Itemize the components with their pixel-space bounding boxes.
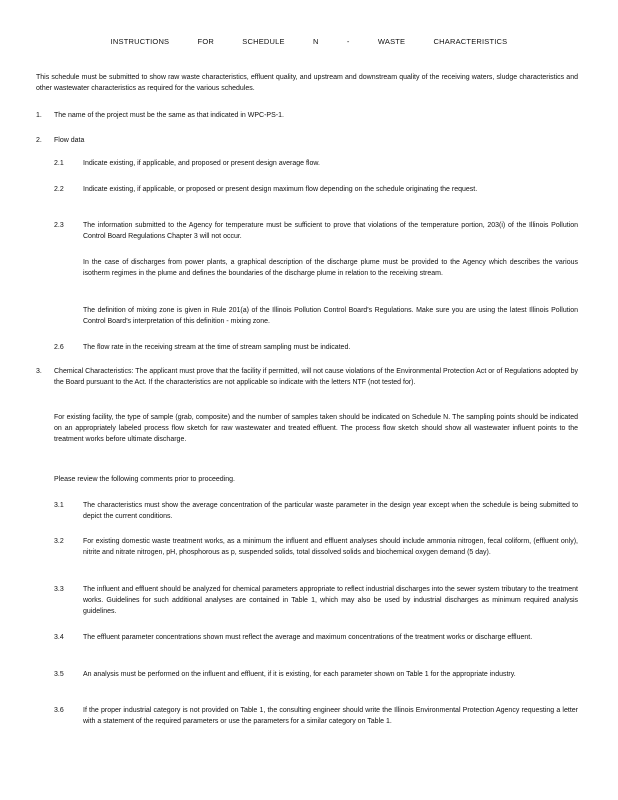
intro-paragraph: This schedule must be submitted to show raw waste characteristics, effluent quality, and upstream and downstream quality of the receiving waters, sludge characteristics and other wastewater characteristics as required for the various schedules. [36,74,578,92]
subitem-number: 3.5 [54,671,64,678]
subitem-number: 2.6 [54,344,64,351]
item-1-number: 1. [36,112,42,119]
subitem-number: 3.2 [54,538,64,545]
item-3-number: 3. [36,368,42,375]
subitem-number: 3.6 [54,707,64,714]
subitem-text: The flow rate in the receiving stream at the time of stream sampling must be indicated. [83,344,351,351]
subitem-text: Indicate existing, if applicable, and proposed or present design average flow. [83,160,320,167]
subitem-number: 3.3 [54,586,64,593]
subitem-text: If the proper industrial category is not provided on Table 1, the consulting engineer should write the Illinois Environmental Protection Agency requesting a letter with a statement of the required parameters or use the parameters for a similar category on Table 1. [83,707,578,725]
item-3-paragraph: Please review the following comments prior to proceeding. [54,476,235,483]
subitem-number: 2.2 [54,186,64,193]
subitem-continuation: In the case of discharges from power plants, a graphical description of the discharge plume must be provided to the Agency which describes the various isotherm regimes in the plume and defines the boundaries of the discharge plume in relation to the receiving stream. [83,259,578,277]
subitem-text: For existing domestic waste treatment works, as a minimum the influent and effluent analyses should include ammonia nitrogen, fecal coliform, (effluent only), nitrite and nitrate nitrogen, pH, phosphorous as p, suspended solids, total dissolved solids and biochemical oxygen demand (5 day). [83,538,578,556]
subitem-continuation: The definition of mixing zone is given in Rule 201(a) of the Illinois Pollution Control Board's Regulations. Make sure you are using the latest Illinois Pollution Control Board's interpretation of this definition - mixing zone. [83,307,578,325]
subitem-text: An analysis must be performed on the influent and effluent, if it is existing, for each parameter shown on Table 1 for the appropriate industry. [83,671,516,678]
subitem-text: The effluent parameter concentrations shown must reflect the average and maximum concentrations of the treatment works or discharge effluent. [83,634,533,641]
subitem-number: 2.1 [54,160,64,167]
subitem-number: 3.1 [54,502,64,509]
subitem-text: The influent and effluent should be analyzed for chemical parameters appropriate to reflect industrial discharges into the sewer system tributary to the treatment works. Guidelines for such additional analyses are contained in Table 1, which may also be used by industrial discharges as minimum required analysis guidelines. [83,586,578,615]
subitem-number: 2.3 [54,222,64,229]
item-3-paragraph: For existing facility, the type of sample (grab, composite) and the number of samples taken should be indicated on Schedule N. The sampling points should be indicated on an appropriately labeled process flow sketch for raw wastewater and treated effluent. The process flow sketch should show all wastewater influent points to the treatment works before ultimate discharge. [54,414,578,443]
subitem-text: Indicate existing, if applicable, or proposed or present design maximum flow depending on the schedule originating the request. [83,186,478,193]
subitem-text: The characteristics must show the average concentration of the particular waste parameter in the design year except when the schedule is being submitted to depict the current conditions. [83,502,578,520]
item-2-heading: Flow data [54,137,85,144]
item-3-paragraph: Chemical Characteristics: The applicant must prove that the facility if permitted, will not cause violations of the Environmental Protection Act or of Regulations adopted by the Board pursuant to the Act. If the characteristics are not applicable so indicate with the letters NTF (not tested for). [54,368,578,386]
item-1-text: The name of the project must be the same as that indicated in WPC-PS-1. [54,112,284,119]
subitem-number: 3.4 [54,634,64,641]
document-title: INSTRUCTIONS FOR SCHEDULE N - WASTE CHARACTERISTICS [110,37,508,46]
item-2-number: 2. [36,137,42,144]
subitem-text: The information submitted to the Agency for temperature must be sufficient to prove that violations of the temperature portion, 203(i) of the Illinois Pollution Control Board Regulations Chapter 3 will not occur. [83,222,578,240]
